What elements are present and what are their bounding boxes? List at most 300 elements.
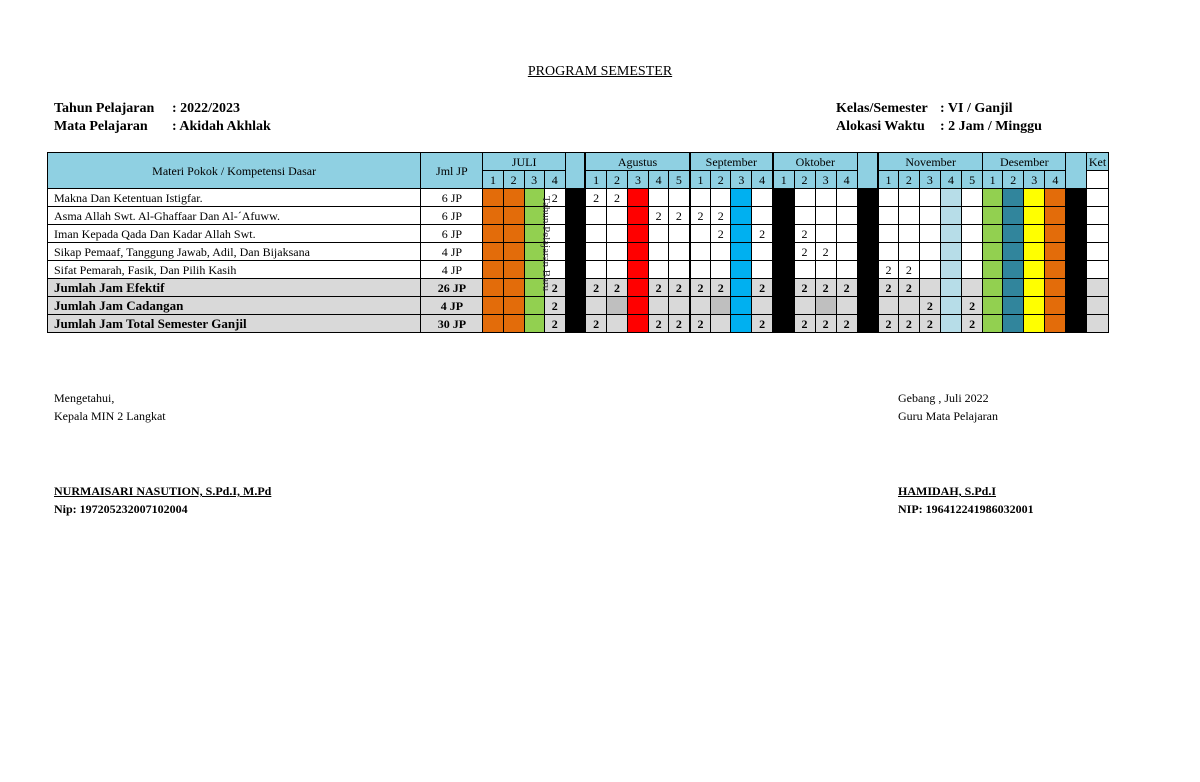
week-cell <box>1045 279 1066 297</box>
week-number: 1 <box>690 171 711 189</box>
week-cell: 2 <box>669 315 690 333</box>
week-cell <box>794 207 815 225</box>
week-cell: 2 <box>585 279 606 297</box>
week-cell <box>731 189 752 207</box>
week-cell <box>962 207 983 225</box>
week-cell <box>483 243 503 261</box>
week-cell <box>836 225 857 243</box>
week-cell <box>503 261 524 279</box>
week-cell <box>1024 225 1045 243</box>
jp-cell: 30 JP <box>421 315 483 333</box>
week-number: 3 <box>815 171 836 189</box>
week-cell <box>773 207 794 225</box>
week-number: 2 <box>1003 171 1024 189</box>
week-cell <box>1087 261 1108 279</box>
week-number: 5 <box>669 171 690 189</box>
week-number: 3 <box>524 171 544 189</box>
week-cell <box>1003 243 1024 261</box>
week-cell: 2 <box>962 297 983 315</box>
week-cell <box>1045 315 1066 333</box>
week-cell <box>1024 207 1045 225</box>
week-cell <box>983 279 1003 297</box>
week-cell <box>836 297 857 315</box>
header-left <box>54 100 271 136</box>
week-cell <box>919 261 940 279</box>
week-number: 4 <box>752 171 773 189</box>
mapel-label: Mata Pelajaran <box>54 119 148 134</box>
month-separator <box>1066 153 1087 189</box>
jp-cell: 6 JP <box>421 225 483 243</box>
materi-cell: Iman Kepada Qada Dan Kadar Allah Swt. <box>48 225 421 243</box>
week-cell <box>1003 315 1024 333</box>
week-cell: 2 <box>690 279 711 297</box>
header-right <box>836 100 1042 136</box>
week-cell <box>794 261 815 279</box>
week-cell <box>857 189 878 207</box>
week-cell <box>627 261 648 279</box>
week-number: 3 <box>919 171 940 189</box>
week-cell <box>503 243 524 261</box>
week-cell <box>1024 189 1045 207</box>
week-cell <box>627 297 648 315</box>
kelas-label: Kelas/Semester <box>836 101 928 116</box>
materi-cell: Sikap Pemaaf, Tanggung Jawab, Adil, Dan Bijaksana <box>48 243 421 261</box>
week-cell <box>627 225 648 243</box>
week-cell <box>649 261 669 279</box>
week-cell <box>565 225 585 243</box>
week-number: 1 <box>483 171 503 189</box>
week-cell <box>1045 297 1066 315</box>
alokasi-label: Alokasi Waktu <box>836 119 925 134</box>
week-cell <box>585 297 606 315</box>
week-cell <box>983 207 1003 225</box>
week-cell <box>503 279 524 297</box>
page-title: PROGRAM SEMESTER <box>527 64 673 79</box>
week-cell <box>565 261 585 279</box>
week-cell: 2 <box>898 279 919 297</box>
week-cell <box>731 261 752 279</box>
week-cell <box>962 279 983 297</box>
week-cell <box>585 225 606 243</box>
week-cell <box>983 315 1003 333</box>
jp-cell: 6 JP <box>421 207 483 225</box>
week-number: 4 <box>649 171 669 189</box>
week-cell <box>649 243 669 261</box>
week-cell: 2 <box>606 189 627 207</box>
week-number: 3 <box>1024 171 1045 189</box>
table-row-total <box>48 279 1150 297</box>
week-cell: 2 <box>669 279 690 297</box>
week-cell <box>815 225 836 243</box>
week-number: 3 <box>627 171 648 189</box>
week-cell <box>731 243 752 261</box>
week-cell <box>940 207 961 225</box>
week-cell <box>1066 315 1087 333</box>
week-cell <box>794 297 815 315</box>
week-cell <box>690 225 711 243</box>
week-cell: 2 <box>794 243 815 261</box>
week-cell: 2 <box>711 225 731 243</box>
week-number: 1 <box>878 171 898 189</box>
table-row <box>48 207 1150 225</box>
week-cell <box>606 207 627 225</box>
week-cell <box>773 261 794 279</box>
week-cell <box>752 207 773 225</box>
week-cell <box>1087 297 1108 315</box>
week-cell <box>711 189 731 207</box>
week-cell <box>773 243 794 261</box>
week-cell <box>1045 225 1066 243</box>
week-cell <box>1003 189 1024 207</box>
week-cell <box>919 207 940 225</box>
month-juli: JULI <box>483 153 565 171</box>
week-cell <box>983 297 1003 315</box>
week-cell <box>711 261 731 279</box>
week-cell: 2 <box>669 207 690 225</box>
week-cell <box>1003 261 1024 279</box>
week-cell: 2 <box>815 279 836 297</box>
week-cell <box>1087 279 1108 297</box>
week-cell <box>627 279 648 297</box>
week-number: 2 <box>794 171 815 189</box>
week-cell: 2 <box>752 225 773 243</box>
week-cell <box>983 261 1003 279</box>
month-separator <box>857 153 878 189</box>
week-cell <box>669 225 690 243</box>
sig-left-line1: Mengetahui, <box>54 391 115 405</box>
week-cell <box>983 243 1003 261</box>
week-cell <box>524 297 544 315</box>
week-cell <box>1066 297 1087 315</box>
week-number: 4 <box>1045 171 1066 189</box>
week-cell <box>836 207 857 225</box>
week-cell <box>711 243 731 261</box>
week-cell <box>649 189 669 207</box>
week-cell: 2 <box>836 315 857 333</box>
week-cell <box>503 189 524 207</box>
week-cell <box>690 297 711 315</box>
week-number: 4 <box>544 171 565 189</box>
week-cell: 2 <box>649 315 669 333</box>
week-cell <box>836 189 857 207</box>
week-cell <box>940 261 961 279</box>
week-cell: 2 <box>878 279 898 297</box>
alokasi-value: : 2 Jam / Minggu <box>940 119 1042 134</box>
week-cell <box>483 279 503 297</box>
week-number: 3 <box>731 171 752 189</box>
week-cell <box>565 279 585 297</box>
col-ket-header: Ket <box>1088 154 1107 169</box>
week-cell <box>773 189 794 207</box>
week-cell <box>857 207 878 225</box>
week-cell <box>1066 225 1087 243</box>
week-cell <box>1066 243 1087 261</box>
week-number: 2 <box>711 171 731 189</box>
week-cell <box>585 207 606 225</box>
week-cell <box>565 243 585 261</box>
week-cell <box>1087 207 1108 225</box>
week-cell <box>606 225 627 243</box>
week-cell <box>752 189 773 207</box>
week-cell <box>752 297 773 315</box>
week-cell <box>606 315 627 333</box>
week-cell <box>919 225 940 243</box>
week-cell <box>1024 297 1045 315</box>
week-cell <box>919 243 940 261</box>
week-cell <box>627 189 648 207</box>
week-cell: 2 <box>794 315 815 333</box>
week-cell <box>940 297 961 315</box>
week-cell <box>940 189 961 207</box>
col-materi-header: Materi Pokok / Kompetensi Dasar <box>48 153 421 189</box>
week-cell <box>1087 189 1108 207</box>
table-row <box>48 225 1150 243</box>
week-cell <box>503 207 524 225</box>
week-cell <box>483 297 503 315</box>
week-cell <box>627 243 648 261</box>
week-cell <box>1024 243 1045 261</box>
week-cell <box>585 261 606 279</box>
week-cell: 2 <box>898 261 919 279</box>
week-cell <box>878 189 898 207</box>
jp-cell: 6 JP <box>421 189 483 207</box>
week-cell <box>962 261 983 279</box>
week-cell <box>690 243 711 261</box>
week-cell <box>962 225 983 243</box>
sig-left-line2: Kepala MIN 2 Langkat <box>54 409 166 423</box>
week-cell: 2 <box>585 315 606 333</box>
week-number: 1 <box>585 171 606 189</box>
tahun-label: Tahun Pelajaran <box>54 101 155 116</box>
table-row <box>48 243 1150 261</box>
col-jml-header: Jml JP <box>421 153 483 189</box>
week-cell <box>524 315 544 333</box>
mapel-value: : Akidah Akhlak <box>172 119 271 134</box>
week-cell <box>773 297 794 315</box>
week-cell <box>815 189 836 207</box>
week-number: 1 <box>773 171 794 189</box>
week-cell <box>606 261 627 279</box>
week-cell <box>483 315 503 333</box>
table-row-total <box>48 315 1150 333</box>
week-cell: 2 <box>544 315 565 333</box>
week-cell <box>565 189 585 207</box>
week-cell <box>669 243 690 261</box>
week-cell: 2 <box>711 207 731 225</box>
month-november: November <box>878 153 982 171</box>
week-cell <box>857 315 878 333</box>
week-cell: 2 <box>815 243 836 261</box>
ket-cell <box>1087 171 1108 189</box>
week-cell <box>503 315 524 333</box>
table-row <box>48 261 1150 279</box>
week-cell: 2 <box>690 207 711 225</box>
sig-right-line2: Guru Mata Pelajaran <box>898 409 998 423</box>
week-cell <box>565 207 585 225</box>
week-cell <box>669 297 690 315</box>
week-cell <box>731 207 752 225</box>
week-cell <box>1003 297 1024 315</box>
week-cell <box>962 189 983 207</box>
week-cell <box>1024 315 1045 333</box>
week-cell: 2 <box>544 297 565 315</box>
jp-cell: 4 JP <box>421 261 483 279</box>
week-cell <box>1003 225 1024 243</box>
week-cell <box>731 297 752 315</box>
week-cell <box>898 243 919 261</box>
week-cell <box>483 207 503 225</box>
week-cell <box>483 261 503 279</box>
week-cell <box>649 297 669 315</box>
week-cell <box>773 279 794 297</box>
week-cell <box>731 279 752 297</box>
month-oktober: Oktober <box>773 153 857 171</box>
week-cell: 2 <box>544 189 565 207</box>
week-cell <box>1087 315 1108 333</box>
week-cell: 2 <box>752 315 773 333</box>
week-cell <box>1066 207 1087 225</box>
month-desember: Desember <box>983 153 1066 171</box>
program-semester-table <box>47 152 1150 333</box>
week-cell <box>649 225 669 243</box>
week-number: 4 <box>940 171 961 189</box>
week-cell: 2 <box>794 225 815 243</box>
week-cell <box>940 315 961 333</box>
week-cell <box>919 279 940 297</box>
week-cell <box>606 243 627 261</box>
sig-right-line1: Gebang , Juli 2022 <box>898 391 989 405</box>
jp-cell: 4 JP <box>421 243 483 261</box>
week-cell <box>690 189 711 207</box>
jp-cell: 4 JP <box>421 297 483 315</box>
week-cell <box>1045 207 1066 225</box>
week-cell <box>857 297 878 315</box>
week-cell <box>898 207 919 225</box>
week-cell: 2 <box>585 189 606 207</box>
week-cell: 2 <box>606 279 627 297</box>
materi-cell: Asma Allah Swt. Al-Ghaffaar Dan Al-´Afuww. <box>48 207 421 225</box>
week-cell: 2 <box>878 315 898 333</box>
week-cell <box>878 297 898 315</box>
week-cell <box>565 297 585 315</box>
week-cell <box>711 315 731 333</box>
table-row <box>48 189 1150 207</box>
week-cell <box>627 207 648 225</box>
week-cell <box>857 225 878 243</box>
week-cell <box>836 261 857 279</box>
week-cell <box>752 243 773 261</box>
week-cell <box>1045 261 1066 279</box>
week-cell <box>1003 279 1024 297</box>
week-cell: 2 <box>711 279 731 297</box>
week-cell <box>1003 207 1024 225</box>
week-cell: 2 <box>544 279 565 297</box>
week-cell <box>1024 261 1045 279</box>
week-cell <box>711 297 731 315</box>
week-cell <box>898 189 919 207</box>
week-number: 2 <box>503 171 524 189</box>
month-agustus: Agustus <box>585 153 689 171</box>
week-cell <box>815 207 836 225</box>
week-cell: 2 <box>898 315 919 333</box>
materi-cell: Sifat Pemarah, Fasik, Dan Pilih Kasih <box>48 261 421 279</box>
week-cell <box>773 315 794 333</box>
week-cell <box>919 189 940 207</box>
materi-cell: Jumlah Jam Efektif <box>48 279 421 297</box>
week-cell: 2 <box>836 279 857 297</box>
sig-left-nip: Nip: 197205232007102004 <box>54 502 188 516</box>
week-number: 2 <box>898 171 919 189</box>
week-cell: 2 <box>649 207 669 225</box>
week-cell <box>983 189 1003 207</box>
week-cell <box>857 279 878 297</box>
week-cell <box>898 297 919 315</box>
week-cell <box>940 225 961 243</box>
week-cell <box>857 243 878 261</box>
jp-cell: 26 JP <box>421 279 483 297</box>
table-row-total <box>48 297 1150 315</box>
month-separator <box>565 153 585 189</box>
week-cell <box>585 243 606 261</box>
week-cell <box>940 243 961 261</box>
week-cell <box>565 315 585 333</box>
week-cell <box>836 243 857 261</box>
week-cell <box>1087 243 1108 261</box>
week-cell <box>731 315 752 333</box>
week-cell <box>1045 243 1066 261</box>
week-cell <box>983 225 1003 243</box>
week-cell <box>503 225 524 243</box>
week-cell <box>1087 225 1108 243</box>
week-number: 2 <box>606 171 627 189</box>
week-number: 4 <box>836 171 857 189</box>
week-cell <box>962 243 983 261</box>
week-cell <box>690 261 711 279</box>
week-cell <box>1066 189 1087 207</box>
week-cell <box>773 225 794 243</box>
week-cell <box>669 261 690 279</box>
week-cell <box>669 189 690 207</box>
week-cell <box>606 297 627 315</box>
week-cell <box>815 297 836 315</box>
month-september: September <box>690 153 773 171</box>
week-number: 5 <box>962 171 983 189</box>
sig-left-name: NURMAISARI NASUTION, S.Pd.I, M.Pd <box>54 484 272 498</box>
week-cell <box>898 225 919 243</box>
week-cell: 2 <box>752 279 773 297</box>
week-cell <box>815 261 836 279</box>
week-cell <box>794 189 815 207</box>
kelas-value: : VI / Ganjil <box>940 101 1013 116</box>
week-cell <box>878 243 898 261</box>
week-cell <box>1066 279 1087 297</box>
week-cell: 2 <box>919 315 940 333</box>
week-cell <box>731 225 752 243</box>
week-cell: 2 <box>919 297 940 315</box>
week-cell <box>752 261 773 279</box>
materi-cell: Makna Dan Ketentuan Istigfar. <box>48 189 421 207</box>
month-header-row <box>48 153 1150 171</box>
week-cell <box>878 225 898 243</box>
week-cell: 2 <box>878 261 898 279</box>
vertical-label: Tahun Pelajaran Baru <box>540 196 552 292</box>
week-cell: 2 <box>794 279 815 297</box>
week-cell <box>1045 189 1066 207</box>
week-cell: 2 <box>649 279 669 297</box>
week-cell: 2 <box>962 315 983 333</box>
week-cell <box>1024 279 1045 297</box>
materi-cell: Jumlah Jam Total Semester Ganjil <box>48 315 421 333</box>
